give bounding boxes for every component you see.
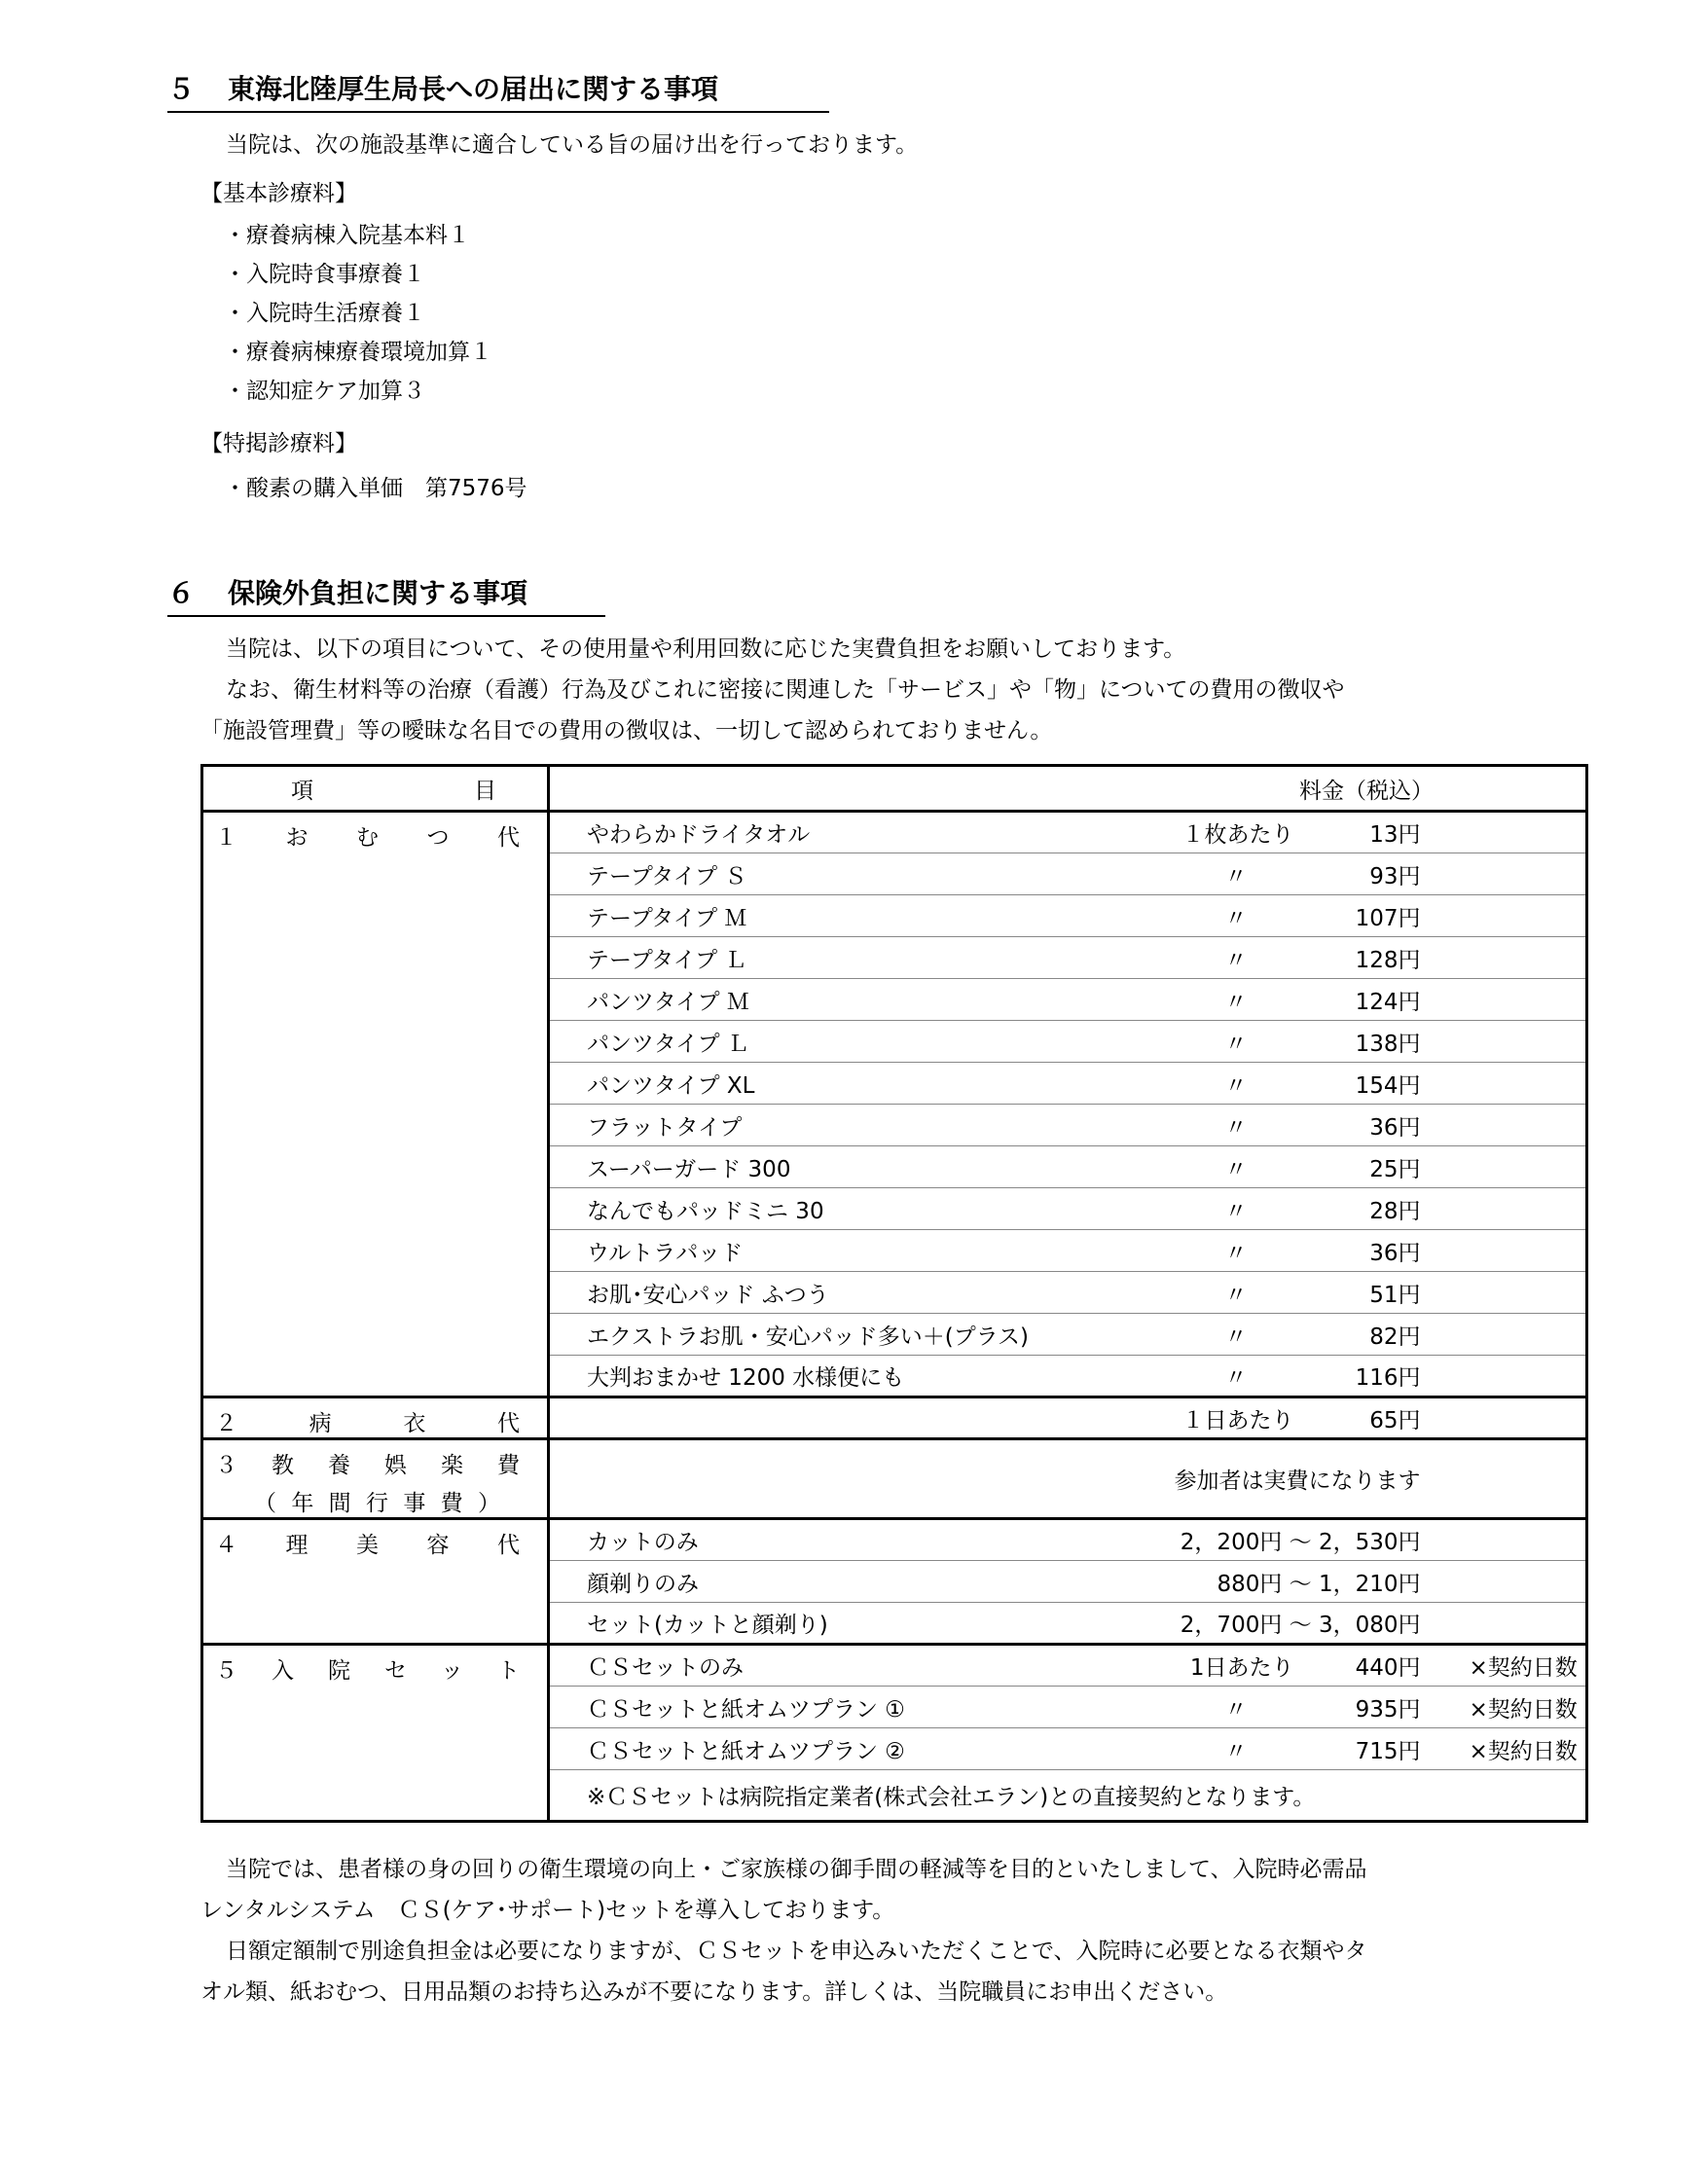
table-row (202, 812, 1587, 853)
label-char: セ (384, 1658, 407, 1684)
item-unit: 〃 (1065, 979, 1306, 1021)
label-char: 行 (365, 1491, 388, 1516)
empty-cell (1433, 1561, 1587, 1603)
section6-para2b: 「施設管理費」等の曖昧な名目での費用の徴収は、一切して認められておりません。 (200, 718, 1053, 744)
item-unit: 〃 (1065, 1272, 1306, 1314)
table-row (202, 1439, 1587, 1519)
label-char: 代 (497, 825, 520, 851)
group1-item: ・認知症ケア加算３ (224, 379, 425, 404)
section6-heading (167, 572, 605, 617)
item-unit: 〃 (1065, 1021, 1306, 1063)
label-char: 年 (291, 1491, 314, 1516)
item-name: 顔剃りのみ (549, 1561, 1065, 1603)
item-unit: 〃 (1065, 1063, 1306, 1105)
table-row (202, 1645, 1587, 1687)
label-char: 楽 (441, 1453, 463, 1478)
item-name: パンツタイプ Ｌ (549, 1021, 1065, 1063)
item-name: ＣＳセットのみ (549, 1645, 1065, 1687)
label-char: 費 (440, 1491, 463, 1516)
label-char: ト (497, 1658, 520, 1684)
item-unit: 〃 (1065, 1230, 1306, 1272)
label-char: ） (477, 1491, 500, 1516)
group1-item: ・入院時生活療養１ (224, 301, 425, 326)
item-price: 36円 (1306, 1105, 1433, 1146)
item-unit: １枚あたり (1065, 812, 1306, 853)
empty-cell (1433, 1230, 1587, 1272)
empty-cell (1433, 937, 1587, 979)
empty-cell (1433, 979, 1587, 1021)
item-name: パンツタイプ XL (549, 1063, 1065, 1105)
empty-cell (1433, 1063, 1587, 1105)
label-char: 事 (403, 1491, 426, 1516)
item-unit: 〃 (1065, 853, 1306, 895)
label-char: １ (215, 825, 237, 851)
label-char: 衣 (403, 1411, 426, 1436)
item-price: 154円 (1306, 1063, 1433, 1105)
label-char: つ (426, 825, 450, 851)
label-char: 間 (328, 1491, 351, 1516)
item-unit: 〃 (1065, 895, 1306, 937)
item-name: テープタイプ Ｌ (549, 937, 1065, 979)
item-price: 13円 (1306, 812, 1433, 853)
item-price: 935円 (1306, 1687, 1433, 1728)
item-price: 440円 (1306, 1645, 1433, 1687)
item-price: 124円 (1306, 979, 1433, 1021)
item-price: 65円 (1306, 1397, 1433, 1439)
item-unit: 〃 (1065, 937, 1306, 979)
label-char: お (285, 825, 309, 851)
empty-cell (1433, 1314, 1587, 1356)
fee-table (200, 764, 1588, 1823)
empty-cell (1433, 1397, 1587, 1439)
label-char: ３ (215, 1453, 237, 1478)
footer-line: レンタルシステム ＣＳ(ケア･サポート)セットを導入しております。 (200, 1898, 895, 1923)
group4-label-cell (202, 1519, 549, 1645)
item-unit: 〃 (1065, 1314, 1306, 1356)
item-note: ×契約日数 (1433, 1645, 1587, 1687)
item-price: 2，700円 ～ 3，080円 (1065, 1603, 1433, 1645)
section5-number: ５ (167, 73, 196, 105)
label-char: ２ (215, 1411, 237, 1436)
section6-para2a: なお、衛生材料等の治療（看護）行為及びこれに密接に関連した「サービス」や「物」についての費用の徴収や (226, 677, 1345, 703)
item-name: ＣＳセットと紙オムツプラン ② (549, 1728, 1065, 1770)
item-unit: 〃 (1065, 1105, 1306, 1146)
item-price: 880円 ～ 1，210円 (1065, 1561, 1433, 1603)
item-price: 28円 (1306, 1188, 1433, 1230)
empty-cell (1433, 1188, 1587, 1230)
item-name: カットのみ (549, 1519, 1065, 1561)
item-name: テープタイプ Ｓ (549, 853, 1065, 895)
header-fee-label: 料金（税込） (1299, 778, 1434, 804)
label-char: ４ (215, 1533, 237, 1558)
item-note: ×契約日数 (1433, 1728, 1587, 1770)
empty-cell (1433, 1021, 1587, 1063)
label-char: 娯 (384, 1453, 407, 1478)
item-unit: １日あたり (1065, 1397, 1306, 1439)
item-price: 51円 (1306, 1272, 1433, 1314)
item-name: フラットタイプ (549, 1105, 1065, 1146)
group2-item: ・酸素の購入単価 第7576号 (224, 476, 527, 501)
item-name: やわらかドライタオル (549, 812, 1065, 853)
empty-cell (1433, 853, 1587, 895)
label-char: （ (254, 1491, 276, 1516)
label-char: ッ (441, 1658, 463, 1684)
empty-cell (1433, 1105, 1587, 1146)
empty-cell (1433, 1356, 1587, 1397)
item-unit: 〃 (1065, 1687, 1306, 1728)
item-name: パンツタイプ Ｍ (549, 979, 1065, 1021)
empty-cell (549, 1397, 1065, 1439)
item-price: 138円 (1306, 1021, 1433, 1063)
section5-title: 東海北陸厚生局長への届出に関する事項 (228, 73, 719, 105)
table-header-row (202, 766, 1587, 812)
table-row (202, 1397, 1587, 1439)
item-unit: 〃 (1065, 1146, 1306, 1188)
section5-intro: 当院は、次の施設基準に適合している旨の届け出を行っております。 (226, 132, 919, 158)
item-price: 116円 (1306, 1356, 1433, 1397)
group1-item: ・療養病棟療養環境加算１ (224, 340, 492, 365)
footer-line: 当院では、患者様の身の回りの衛生環境の向上・ご家族様の御手間の軽減等を目的といたしまして、入院時必需品 (226, 1857, 1367, 1882)
header-item-char: 項 (291, 778, 313, 804)
label-char: 入 (272, 1658, 294, 1684)
section5-heading (167, 68, 829, 113)
empty-cell (1433, 812, 1587, 853)
empty-cell (1433, 1272, 1587, 1314)
item-price: 82円 (1306, 1314, 1433, 1356)
item-name: 大判おまかせ 1200 水様便にも (549, 1356, 1065, 1397)
item-price: 715円 (1306, 1728, 1433, 1770)
item-unit: 〃 (1065, 1356, 1306, 1397)
label-char: 容 (426, 1533, 450, 1558)
item-price: 107円 (1306, 895, 1433, 937)
label-char: 理 (285, 1533, 309, 1558)
group5-footnote: ※ＣＳセットは病院指定業者(株式会社エラン)との直接契約となります。 (549, 1770, 1587, 1822)
item-name: ウルトラパッド (549, 1230, 1065, 1272)
label-char: 病 (309, 1411, 332, 1436)
item-name: スーパーガード 300 (549, 1146, 1065, 1188)
item-name: テープタイプ Ｍ (549, 895, 1065, 937)
group1-item: ・入院時食事療養１ (224, 262, 425, 287)
label-char: む (356, 825, 379, 851)
item-price: 128円 (1306, 937, 1433, 979)
group1-title: 【基本診療料】 (200, 181, 357, 206)
group3-text: 参加者は実費になります (549, 1439, 1433, 1519)
header-item-cell (202, 766, 549, 812)
item-name: お肌･安心パッド ふつう (549, 1272, 1065, 1314)
footer-line: 日額定額制で別途負担金は必要になりますが、ＣＳセットを申込みいただくことで、入院時に必要となる衣類やタ (226, 1939, 1367, 1964)
item-unit: 1日あたり (1065, 1645, 1306, 1687)
empty-cell (1433, 1146, 1587, 1188)
label-char: 代 (497, 1533, 520, 1558)
group1-item: ・療養病棟入院基本料１ (224, 223, 470, 248)
section6-para1: 当院は、以下の項目について、その使用量や利用回数に応じた実費負担をお願いしております。 (226, 636, 1186, 662)
label-char: 代 (496, 1411, 520, 1436)
item-unit: 〃 (1065, 1728, 1306, 1770)
section6-title: 保険外負担に関する事項 (228, 577, 528, 609)
empty-cell (1433, 1519, 1587, 1561)
item-name: セット(カットと顔剃り) (549, 1603, 1065, 1645)
item-note: ×契約日数 (1433, 1687, 1587, 1728)
group2-title: 【特掲診療料】 (200, 431, 357, 456)
item-price: 93円 (1306, 853, 1433, 895)
group2-label-cell (202, 1397, 549, 1439)
item-price: 25円 (1306, 1146, 1433, 1188)
label-char: 費 (497, 1453, 520, 1478)
group5-label-cell (202, 1645, 549, 1822)
label-char: 養 (328, 1453, 350, 1478)
group1-label-cell (202, 812, 549, 1397)
item-price: 2，200円 ～ 2，530円 (1065, 1519, 1433, 1561)
label-char: 美 (356, 1533, 379, 1558)
item-unit: 〃 (1065, 1188, 1306, 1230)
header-item-char: 目 (474, 778, 496, 804)
footer-line: オル類、紙おむつ、日用品類のお持ち込みが不要になります。詳しくは、当院職員にお申出ください。 (200, 1979, 1228, 2005)
item-name: なんでもパッドミニ 30 (549, 1188, 1065, 1230)
section6-number: ６ (167, 577, 196, 609)
group3-label-cell (202, 1439, 549, 1519)
empty-cell (1433, 1603, 1587, 1645)
empty-cell (1433, 895, 1587, 937)
header-fee-cell (549, 766, 1587, 812)
item-name: エクストラお肌・安心パッド多い＋(プラス) (549, 1314, 1065, 1356)
table-row (202, 1519, 1587, 1561)
label-char: 院 (328, 1658, 350, 1684)
item-name: ＣＳセットと紙オムツプラン ① (549, 1687, 1065, 1728)
item-price: 36円 (1306, 1230, 1433, 1272)
label-char: 教 (272, 1453, 294, 1478)
label-char: ５ (215, 1658, 237, 1684)
empty-cell (1433, 1439, 1587, 1519)
